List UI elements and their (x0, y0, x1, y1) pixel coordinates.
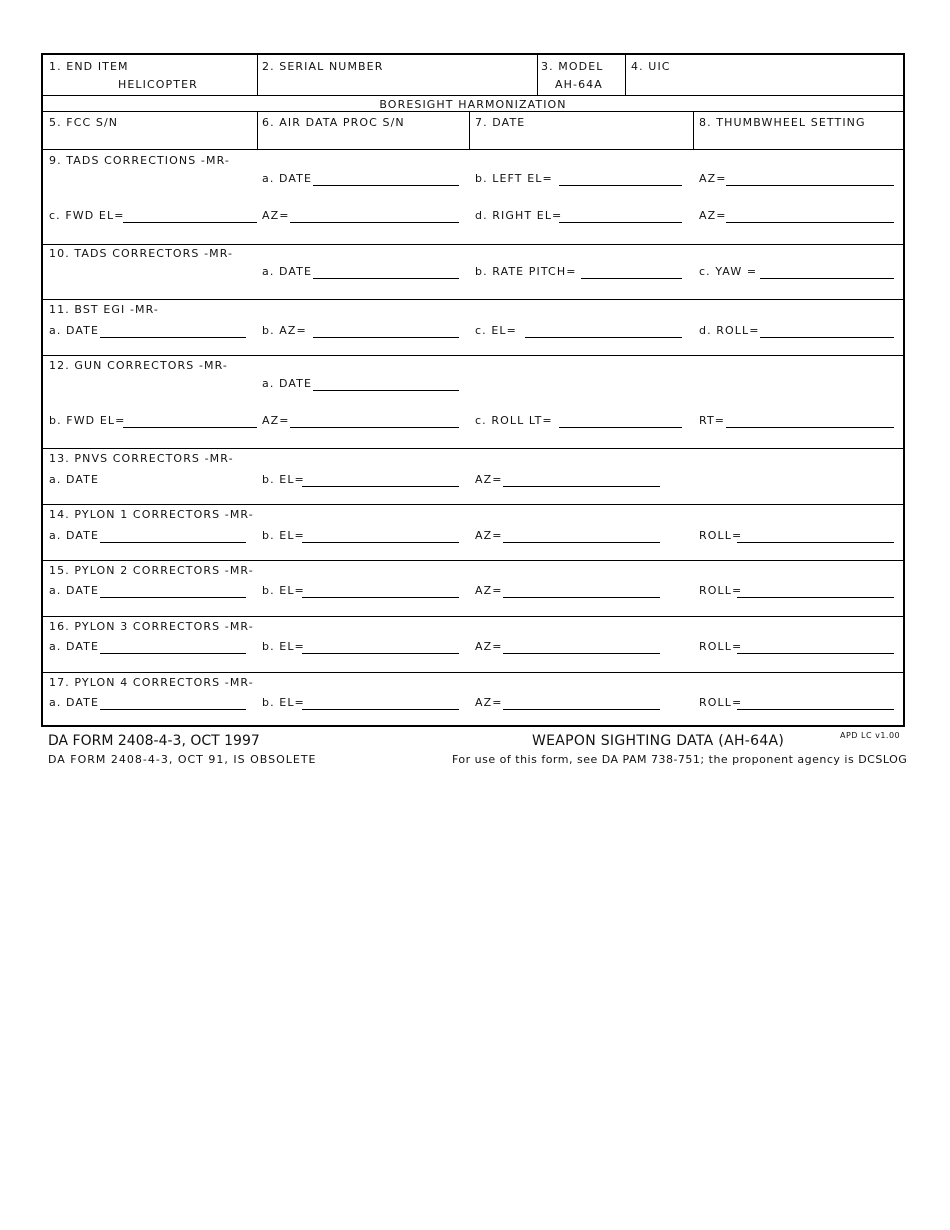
pylon-4-roll-field[interactable] (737, 696, 894, 710)
bst-egi-el-label: c. EL= (475, 324, 517, 337)
divider (43, 244, 903, 245)
gun-fwd-el-label: b. FWD EL= (49, 414, 126, 427)
pylon-4-title: 17. PYLON 4 CORRECTORS -MR- (49, 676, 254, 689)
gun-correctors-date-field[interactable] (313, 377, 459, 391)
section-title: BORESIGHT HARMONIZATION (379, 98, 567, 111)
date-field[interactable] (475, 131, 689, 147)
date-label: 7. DATE (475, 116, 526, 129)
thumbwheel-setting-label: 8. THUMBWHEEL SETTING (699, 116, 866, 129)
pylon-1-date-field[interactable] (100, 529, 246, 543)
weapon-sighting-form (41, 53, 905, 727)
roll-lt-label: c. ROLL LT= (475, 414, 553, 427)
model-value: AH-64A (555, 78, 603, 91)
divider (469, 111, 470, 149)
roll-rt-label: RT= (699, 414, 726, 427)
pnvs-az-label: AZ= (475, 473, 503, 486)
bst-egi-date-field[interactable] (100, 324, 246, 338)
tads-correctors-date-label: a. DATE (262, 265, 313, 278)
fwd-az-field[interactable] (290, 209, 459, 223)
end-item-label: 1. END ITEM (49, 60, 129, 73)
divider (43, 111, 903, 112)
gun-correctors-date-label: a. DATE (262, 377, 313, 390)
roll-rt-field[interactable] (726, 414, 894, 428)
fwd-el-label: c. FWD EL= (49, 209, 125, 222)
uic-label: 4. UIC (631, 60, 671, 73)
form-title: WEAPON SIGHTING DATA (AH-64A) (532, 733, 785, 749)
pylon-4-date-label: a. DATE (49, 696, 100, 709)
divider (43, 504, 903, 505)
pylon-2-el-label: b. EL= (262, 584, 305, 597)
pnvs-date-label: a. DATE (49, 473, 100, 486)
form-number: DA FORM 2408-4-3, OCT 1997 (48, 733, 260, 749)
version-label: APD LC v1.00 (840, 731, 901, 740)
pnvs-correctors-title: 13. PNVS CORRECTORS -MR- (49, 452, 234, 465)
divider (537, 55, 538, 95)
uic-field[interactable] (631, 75, 899, 93)
tads-corrections-date-field[interactable] (313, 172, 459, 186)
divider (43, 299, 903, 300)
fcc-sn-label: 5. FCC S/N (49, 116, 119, 129)
divider (625, 55, 626, 95)
pylon-1-el-field[interactable] (302, 529, 459, 543)
gun-az-label: AZ= (262, 414, 290, 427)
pylon-4-az-label: AZ= (475, 696, 503, 709)
end-item-value: HELICOPTER (118, 78, 198, 91)
left-el-field[interactable] (559, 172, 682, 186)
tads-corrections-title: 9. TADS CORRECTIONS -MR- (49, 154, 230, 167)
pylon-4-el-field[interactable] (302, 696, 459, 710)
pylon-4-roll-label: ROLL= (699, 696, 743, 709)
yaw-label: c. YAW = (699, 265, 758, 278)
pnvs-az-field[interactable] (503, 473, 660, 487)
bst-egi-az-field[interactable] (313, 324, 459, 338)
divider (43, 149, 903, 150)
divider (43, 560, 903, 561)
bst-egi-date-label: a. DATE (49, 324, 100, 337)
rate-pitch-field[interactable] (581, 265, 682, 279)
pylon-3-title: 16. PYLON 3 CORRECTORS -MR- (49, 620, 254, 633)
divider (257, 111, 258, 149)
bst-egi-az-label: b. AZ= (262, 324, 307, 337)
pylon-3-az-field[interactable] (503, 640, 660, 654)
air-data-proc-sn-field[interactable] (262, 131, 466, 147)
roll-lt-field[interactable] (559, 414, 682, 428)
pylon-1-title: 14. PYLON 1 CORRECTORS -MR- (49, 508, 254, 521)
divider (693, 111, 694, 149)
pnvs-date-field[interactable] (103, 471, 243, 487)
right-el-label: d. RIGHT EL= (475, 209, 563, 222)
pylon-4-el-label: b. EL= (262, 696, 305, 709)
serial-number-field[interactable] (263, 75, 535, 93)
pnvs-el-field[interactable] (302, 473, 459, 487)
air-data-proc-sn-label: 6. AIR DATA PROC S/N (262, 116, 405, 129)
pylon-2-az-field[interactable] (503, 584, 660, 598)
pylon-4-az-field[interactable] (503, 696, 660, 710)
pylon-1-roll-field[interactable] (737, 529, 894, 543)
pylon-2-roll-label: ROLL= (699, 584, 743, 597)
right-az-field[interactable] (726, 209, 894, 223)
pnvs-el-label: b. EL= (262, 473, 305, 486)
divider (43, 672, 903, 673)
pylon-1-az-field[interactable] (503, 529, 660, 543)
pylon-2-date-field[interactable] (100, 584, 246, 598)
gun-correctors-title: 12. GUN CORRECTORS -MR- (49, 359, 228, 372)
right-el-field[interactable] (559, 209, 682, 223)
bst-egi-roll-field[interactable] (760, 324, 894, 338)
divider (43, 448, 903, 449)
right-az-label: AZ= (699, 209, 727, 222)
left-az-field[interactable] (726, 172, 894, 186)
divider (257, 55, 258, 95)
divider (43, 355, 903, 356)
gun-fwd-el-field[interactable] (123, 414, 257, 428)
pylon-1-el-label: b. EL= (262, 529, 305, 542)
pylon-3-el-label: b. EL= (262, 640, 305, 653)
pylon-1-date-label: a. DATE (49, 529, 100, 542)
left-az-label: AZ= (699, 172, 727, 185)
fcc-sn-field[interactable] (49, 131, 253, 147)
pylon-2-date-label: a. DATE (49, 584, 100, 597)
pylon-3-roll-label: ROLL= (699, 640, 743, 653)
pylon-1-az-label: AZ= (475, 529, 503, 542)
tads-correctors-date-field[interactable] (313, 265, 459, 279)
pylon-2-roll-field[interactable] (737, 584, 894, 598)
divider (43, 616, 903, 617)
pylon-3-date-field[interactable] (100, 640, 246, 654)
tads-correctors-title: 10. TADS CORRECTORS -MR- (49, 247, 234, 260)
bst-egi-roll-label: d. ROLL= (699, 324, 760, 337)
pylon-2-az-label: AZ= (475, 584, 503, 597)
obsolete-note: DA FORM 2408-4-3, OCT 91, IS OBSOLETE (48, 753, 317, 766)
divider (43, 95, 903, 96)
pylon-4-date-field[interactable] (100, 696, 246, 710)
usage-note: For use of this form, see DA PAM 738-751; the proponent agency is DCSLOG (452, 753, 908, 766)
pylon-3-roll-field[interactable] (737, 640, 894, 654)
fwd-el-field[interactable] (123, 209, 257, 223)
bst-egi-title: 11. BST EGI -MR- (49, 303, 159, 316)
pylon-2-title: 15. PYLON 2 CORRECTORS -MR- (49, 564, 254, 577)
rate-pitch-label: b. RATE PITCH= (475, 265, 577, 278)
pylon-2-el-field[interactable] (302, 584, 459, 598)
fwd-az-label: AZ= (262, 209, 290, 222)
pylon-3-el-field[interactable] (302, 640, 459, 654)
model-label: 3. MODEL (541, 60, 604, 73)
gun-az-field[interactable] (290, 414, 459, 428)
pylon-3-az-label: AZ= (475, 640, 503, 653)
pylon-3-date-label: a. DATE (49, 640, 100, 653)
pylon-1-roll-label: ROLL= (699, 529, 743, 542)
tads-corrections-date-label: a. DATE (262, 172, 313, 185)
yaw-field[interactable] (760, 265, 894, 279)
thumbwheel-setting-field[interactable] (699, 131, 899, 147)
left-el-label: b. LEFT EL= (475, 172, 553, 185)
serial-number-label: 2. SERIAL NUMBER (262, 60, 384, 73)
bst-egi-el-field[interactable] (525, 324, 682, 338)
